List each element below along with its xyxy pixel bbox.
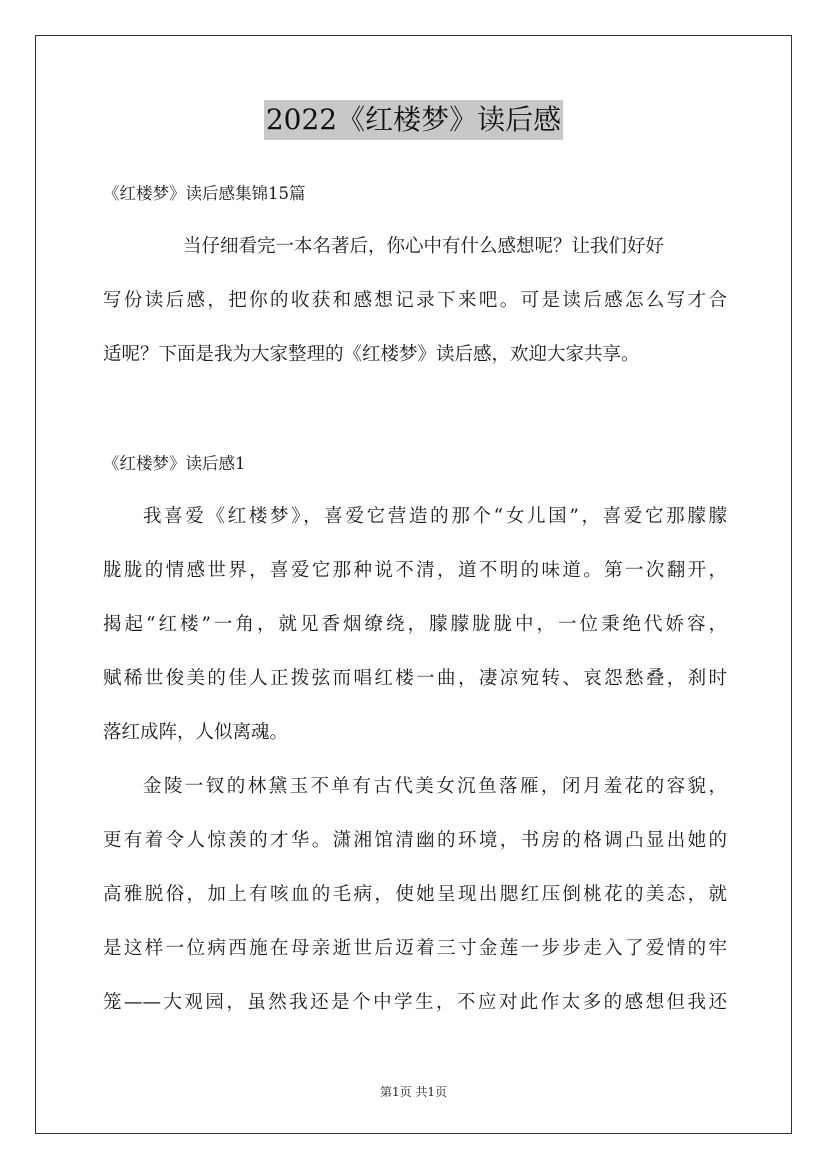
- paragraph2-line-4: 是这样一位病西施在母亲逝世后迈着三寸金莲一步步走入了爱情的牢: [103, 938, 727, 959]
- paragraph1-line-3: 揭起“红楼”一角，就见香烟缭绕，朦朦胧胧中，一位秉绝代娇容，: [103, 614, 727, 635]
- paragraph1-line-2: 胧胧的情感世界，喜爱它那种说不清，道不明的味道。第一次翻开，: [103, 560, 727, 581]
- paragraph1-line-4: 赋稀世俊美的佳人正拨弦而唱红楼一曲，凄凉宛转、哀怨愁叠，刹时: [103, 668, 727, 689]
- paragraph2-line-5: 笼——大观园，虽然我还是个中学生，不应对此作太多的感想但我还: [103, 992, 727, 1013]
- paragraph2-line-2: 更有着令人惊羡的才华。潇湘馆清幽的环境，书房的格调凸显出她的: [103, 830, 727, 851]
- section-heading: 《红楼梦》读后感1: [103, 454, 246, 473]
- paragraph2-line-3: 高雅脱俗，加上有咳血的毛病，使她呈现出腮红压倒桃花的美态，就: [103, 884, 727, 905]
- intro-line-2: 写份读后感，把你的收获和感想记录下来吧。可是读后感怎么写才合: [103, 290, 727, 311]
- intro-line-3: 适呢？下面是我为大家整理的《红楼梦》读后感，欢迎大家共享。: [103, 344, 640, 365]
- paragraph2-line-1: 金陵一钗的林黛玉不单有古代美女沉鱼落雁，闭月羞花的容貌，: [143, 776, 727, 797]
- document-title: 2022《红楼梦》读后感: [264, 100, 563, 140]
- paragraph1-line-5: 落红成阵，人似离魂。: [103, 722, 289, 743]
- page-footer: 第1页 共1页: [379, 1085, 448, 1099]
- document-subtitle: 《红楼梦》读后感集锦15篇: [103, 184, 306, 203]
- title-container: [0, 100, 827, 140]
- paragraph1-line-1: 我喜爱《红楼梦》，喜爱它营造的那个“女儿国”，喜爱它那朦朦: [143, 506, 727, 527]
- intro-line-1: 当仔细看完一本名著后，你心中有什么感想呢？让我们好好: [183, 236, 665, 257]
